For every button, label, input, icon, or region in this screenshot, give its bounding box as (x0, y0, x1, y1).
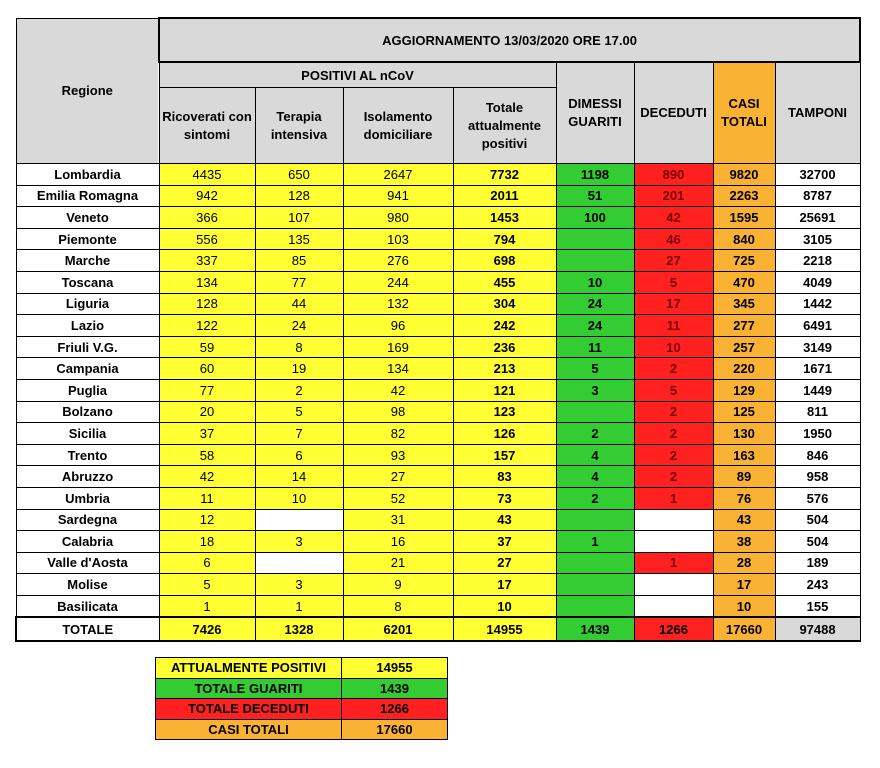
cell-terapia: 7 (255, 423, 343, 445)
table-body (16, 164, 860, 642)
summary-value: 14955 (342, 658, 448, 679)
table-row (16, 250, 860, 272)
cell-deceduti: 42 (634, 207, 713, 229)
cell-casi_totali: 38 (713, 531, 775, 553)
cell-casi_totali: 125 (713, 401, 775, 423)
total-totale_positivi: 14955 (453, 617, 556, 641)
cell-terapia (255, 552, 343, 574)
cell-regione: Puglia (16, 379, 159, 401)
cell-casi_totali: 43 (713, 509, 775, 531)
cell-ricoverati: 12 (159, 509, 255, 531)
summary-row (156, 699, 448, 720)
cell-regione: Molise (16, 574, 159, 596)
cell-isolamento: 42 (343, 379, 453, 401)
cell-dimessi (556, 574, 634, 596)
cell-terapia: 3 (255, 574, 343, 596)
cell-tamponi: 8787 (775, 185, 860, 207)
total-casi_totali: 17660 (713, 617, 775, 641)
cell-tamponi: 504 (775, 509, 860, 531)
cell-isolamento: 169 (343, 336, 453, 358)
cell-dimessi: 2 (556, 423, 634, 445)
cell-isolamento: 103 (343, 228, 453, 250)
cell-isolamento: 244 (343, 271, 453, 293)
cell-terapia: 2 (255, 379, 343, 401)
cell-tamponi: 1671 (775, 358, 860, 380)
cell-ricoverati: 122 (159, 315, 255, 337)
cell-totale_positivi: 37 (453, 531, 556, 553)
cell-ricoverati: 4435 (159, 164, 255, 186)
summary-row (156, 719, 448, 740)
summary-label: ATTUALMENTE POSITIVI (156, 658, 342, 679)
cell-deceduti: 5 (634, 271, 713, 293)
cell-regione: Emilia Romagna (16, 185, 159, 207)
cell-totale_positivi: 2011 (453, 185, 556, 207)
cell-casi_totali: 345 (713, 293, 775, 315)
cell-deceduti (634, 531, 713, 553)
cell-ricoverati: 58 (159, 444, 255, 466)
total-regione: TOTALE (16, 617, 159, 641)
table-row (16, 531, 860, 553)
cell-tamponi: 243 (775, 574, 860, 596)
cell-tamponi: 1442 (775, 293, 860, 315)
cell-ricoverati: 366 (159, 207, 255, 229)
cell-ricoverati: 942 (159, 185, 255, 207)
table-row (16, 207, 860, 229)
cell-totale_positivi: 121 (453, 379, 556, 401)
cell-casi_totali: 129 (713, 379, 775, 401)
cell-totale_positivi: 7732 (453, 164, 556, 186)
header-dimessi: DIMESSI GUARITI (556, 62, 634, 164)
cell-casi_totali: 10 (713, 595, 775, 617)
cell-tamponi: 576 (775, 487, 860, 509)
cell-dimessi (556, 509, 634, 531)
cell-isolamento: 82 (343, 423, 453, 445)
cell-totale_positivi: 10 (453, 595, 556, 617)
cell-tamponi: 4049 (775, 271, 860, 293)
summary-label: TOTALE DECEDUTI (156, 699, 342, 720)
cell-totale_positivi: 123 (453, 401, 556, 423)
cell-regione: Campania (16, 358, 159, 380)
cell-tamponi: 25691 (775, 207, 860, 229)
cell-deceduti: 2 (634, 444, 713, 466)
cell-ricoverati: 1 (159, 595, 255, 617)
header-totale-positivi: Totale attualmente positivi (453, 88, 556, 164)
cell-deceduti: 46 (634, 228, 713, 250)
cell-dimessi (556, 228, 634, 250)
cell-isolamento: 8 (343, 595, 453, 617)
cell-deceduti: 1 (634, 487, 713, 509)
cell-tamponi: 811 (775, 401, 860, 423)
cell-deceduti (634, 595, 713, 617)
cell-isolamento: 96 (343, 315, 453, 337)
cell-dimessi: 24 (556, 293, 634, 315)
cell-ricoverati: 37 (159, 423, 255, 445)
cell-terapia: 5 (255, 401, 343, 423)
cell-terapia: 77 (255, 271, 343, 293)
table-row (16, 164, 860, 186)
cell-isolamento: 2647 (343, 164, 453, 186)
table-row (16, 509, 860, 531)
cell-terapia: 3 (255, 531, 343, 553)
cell-ricoverati: 11 (159, 487, 255, 509)
cell-deceduti: 2 (634, 423, 713, 445)
cell-regione: Lombardia (16, 164, 159, 186)
cell-terapia: 24 (255, 315, 343, 337)
cell-tamponi: 2218 (775, 250, 860, 272)
cell-regione: Toscana (16, 271, 159, 293)
cell-totale_positivi: 698 (453, 250, 556, 272)
cell-regione: Trento (16, 444, 159, 466)
cell-tamponi: 1950 (775, 423, 860, 445)
table-row (16, 552, 860, 574)
header-deceduti: DECEDUTI (634, 62, 713, 164)
cell-regione: Basilicata (16, 595, 159, 617)
cell-casi_totali: 9820 (713, 164, 775, 186)
cell-totale_positivi: 794 (453, 228, 556, 250)
cell-terapia: 8 (255, 336, 343, 358)
cell-terapia: 135 (255, 228, 343, 250)
cell-tamponi: 189 (775, 552, 860, 574)
summary-value: 17660 (342, 719, 448, 740)
cell-isolamento: 941 (343, 185, 453, 207)
cell-deceduti: 201 (634, 185, 713, 207)
cell-tamponi: 846 (775, 444, 860, 466)
cell-tamponi: 958 (775, 466, 860, 488)
summary-value: 1266 (342, 699, 448, 720)
header-regione: Regione (16, 18, 159, 164)
cell-terapia: 14 (255, 466, 343, 488)
table-row (16, 228, 860, 250)
cell-deceduti: 10 (634, 336, 713, 358)
cell-totale_positivi: 455 (453, 271, 556, 293)
cell-dimessi: 4 (556, 444, 634, 466)
cell-terapia: 128 (255, 185, 343, 207)
cell-regione: Piemonte (16, 228, 159, 250)
cell-dimessi: 5 (556, 358, 634, 380)
cell-casi_totali: 1595 (713, 207, 775, 229)
summary-label: CASI TOTALI (156, 719, 342, 740)
cell-isolamento: 134 (343, 358, 453, 380)
header-terapia: Terapia intensiva (255, 88, 343, 164)
cell-casi_totali: 17 (713, 574, 775, 596)
cell-terapia: 19 (255, 358, 343, 380)
cell-tamponi: 1449 (775, 379, 860, 401)
cell-deceduti: 5 (634, 379, 713, 401)
cell-isolamento: 980 (343, 207, 453, 229)
cell-totale_positivi: 213 (453, 358, 556, 380)
cell-deceduti: 2 (634, 466, 713, 488)
cell-totale_positivi: 157 (453, 444, 556, 466)
cell-dimessi (556, 401, 634, 423)
cell-ricoverati: 6 (159, 552, 255, 574)
cell-casi_totali: 163 (713, 444, 775, 466)
table-row (16, 379, 860, 401)
page-title: AGGIORNAMENTO 13/03/2020 ORE 17.00 (159, 18, 860, 62)
cell-dimessi: 24 (556, 315, 634, 337)
cell-ricoverati: 5 (159, 574, 255, 596)
cell-totale_positivi: 1453 (453, 207, 556, 229)
cell-regione: Liguria (16, 293, 159, 315)
cell-casi_totali: 277 (713, 315, 775, 337)
cell-totale_positivi: 83 (453, 466, 556, 488)
summary-value: 1439 (342, 678, 448, 699)
cell-isolamento: 9 (343, 574, 453, 596)
cell-casi_totali: 89 (713, 466, 775, 488)
cell-deceduti: 2 (634, 401, 713, 423)
total-deceduti: 1266 (634, 617, 713, 641)
cell-casi_totali: 220 (713, 358, 775, 380)
table-row (16, 185, 860, 207)
cell-isolamento: 93 (343, 444, 453, 466)
cell-regione: Abruzzo (16, 466, 159, 488)
summary-row (156, 678, 448, 699)
cell-terapia: 6 (255, 444, 343, 466)
summary-label: TOTALE GUARITI (156, 678, 342, 699)
cell-isolamento: 132 (343, 293, 453, 315)
table-row (16, 271, 860, 293)
cell-regione: Lazio (16, 315, 159, 337)
cell-tamponi: 6491 (775, 315, 860, 337)
cell-ricoverati: 77 (159, 379, 255, 401)
table-row (16, 358, 860, 380)
cell-regione: Umbria (16, 487, 159, 509)
cell-deceduti: 1 (634, 552, 713, 574)
cell-dimessi: 1198 (556, 164, 634, 186)
cell-terapia: 85 (255, 250, 343, 272)
cell-tamponi: 504 (775, 531, 860, 553)
cell-ricoverati: 128 (159, 293, 255, 315)
cell-dimessi: 11 (556, 336, 634, 358)
summary-row (156, 658, 448, 679)
cell-regione: Valle d'Aosta (16, 552, 159, 574)
table-row (16, 574, 860, 596)
cell-casi_totali: 76 (713, 487, 775, 509)
table-row (16, 293, 860, 315)
cell-regione: Marche (16, 250, 159, 272)
cell-totale_positivi: 304 (453, 293, 556, 315)
cell-dimessi: 100 (556, 207, 634, 229)
cell-dimessi (556, 552, 634, 574)
cell-regione: Bolzano (16, 401, 159, 423)
total-isolamento: 6201 (343, 617, 453, 641)
cell-terapia: 10 (255, 487, 343, 509)
cell-terapia: 107 (255, 207, 343, 229)
cell-dimessi: 2 (556, 487, 634, 509)
cell-deceduti: 890 (634, 164, 713, 186)
table-row (16, 315, 860, 337)
cell-tamponi: 3149 (775, 336, 860, 358)
cell-deceduti: 11 (634, 315, 713, 337)
cell-tamponi: 155 (775, 595, 860, 617)
table-row (16, 401, 860, 423)
cell-dimessi (556, 250, 634, 272)
cell-deceduti (634, 509, 713, 531)
cell-dimessi: 10 (556, 271, 634, 293)
table-row (16, 466, 860, 488)
cell-deceduti: 17 (634, 293, 713, 315)
cell-terapia: 1 (255, 595, 343, 617)
total-terapia: 1328 (255, 617, 343, 641)
cell-isolamento: 98 (343, 401, 453, 423)
cell-deceduti: 27 (634, 250, 713, 272)
cell-casi_totali: 28 (713, 552, 775, 574)
cell-regione: Veneto (16, 207, 159, 229)
cell-deceduti (634, 574, 713, 596)
cell-totale_positivi: 73 (453, 487, 556, 509)
header-positivi-group: POSITIVI AL nCoV (159, 62, 556, 88)
cell-casi_totali: 840 (713, 228, 775, 250)
cell-tamponi: 32700 (775, 164, 860, 186)
header-ricoverati: Ricoverati con sintomi (159, 88, 255, 164)
cell-totale_positivi: 242 (453, 315, 556, 337)
cell-regione: Sicilia (16, 423, 159, 445)
cell-regione: Calabria (16, 531, 159, 553)
cell-casi_totali: 130 (713, 423, 775, 445)
total-tamponi: 97488 (775, 617, 860, 641)
cell-casi_totali: 2263 (713, 185, 775, 207)
table-row (16, 336, 860, 358)
cell-terapia: 44 (255, 293, 343, 315)
table-row (16, 423, 860, 445)
cell-isolamento: 276 (343, 250, 453, 272)
covid-data-table (15, 17, 861, 642)
cell-isolamento: 16 (343, 531, 453, 553)
cell-dimessi (556, 595, 634, 617)
cell-totale_positivi: 27 (453, 552, 556, 574)
cell-regione: Friuli V.G. (16, 336, 159, 358)
cell-dimessi: 4 (556, 466, 634, 488)
cell-totale_positivi: 43 (453, 509, 556, 531)
cell-isolamento: 31 (343, 509, 453, 531)
table-row (16, 595, 860, 617)
cell-deceduti: 2 (634, 358, 713, 380)
cell-totale_positivi: 126 (453, 423, 556, 445)
cell-ricoverati: 42 (159, 466, 255, 488)
cell-ricoverati: 60 (159, 358, 255, 380)
total-ricoverati: 7426 (159, 617, 255, 641)
summary-table (155, 657, 448, 740)
cell-casi_totali: 725 (713, 250, 775, 272)
table-row (16, 444, 860, 466)
cell-ricoverati: 337 (159, 250, 255, 272)
table-row (16, 487, 860, 509)
cell-dimessi: 1 (556, 531, 634, 553)
cell-dimessi: 3 (556, 379, 634, 401)
cell-totale_positivi: 17 (453, 574, 556, 596)
total-row (16, 617, 860, 641)
cell-casi_totali: 470 (713, 271, 775, 293)
header-casi-totali: CASI TOTALI (713, 62, 775, 164)
total-dimessi: 1439 (556, 617, 634, 641)
cell-ricoverati: 59 (159, 336, 255, 358)
cell-terapia (255, 509, 343, 531)
cell-ricoverati: 556 (159, 228, 255, 250)
cell-ricoverati: 20 (159, 401, 255, 423)
cell-regione: Sardegna (16, 509, 159, 531)
cell-ricoverati: 134 (159, 271, 255, 293)
cell-terapia: 650 (255, 164, 343, 186)
cell-isolamento: 21 (343, 552, 453, 574)
header-tamponi: TAMPONI (775, 62, 860, 164)
cell-dimessi: 51 (556, 185, 634, 207)
cell-ricoverati: 18 (159, 531, 255, 553)
cell-isolamento: 52 (343, 487, 453, 509)
cell-tamponi: 3105 (775, 228, 860, 250)
cell-totale_positivi: 236 (453, 336, 556, 358)
cell-casi_totali: 257 (713, 336, 775, 358)
cell-isolamento: 27 (343, 466, 453, 488)
header-isolamento: Isolamento domiciliare (343, 88, 453, 164)
